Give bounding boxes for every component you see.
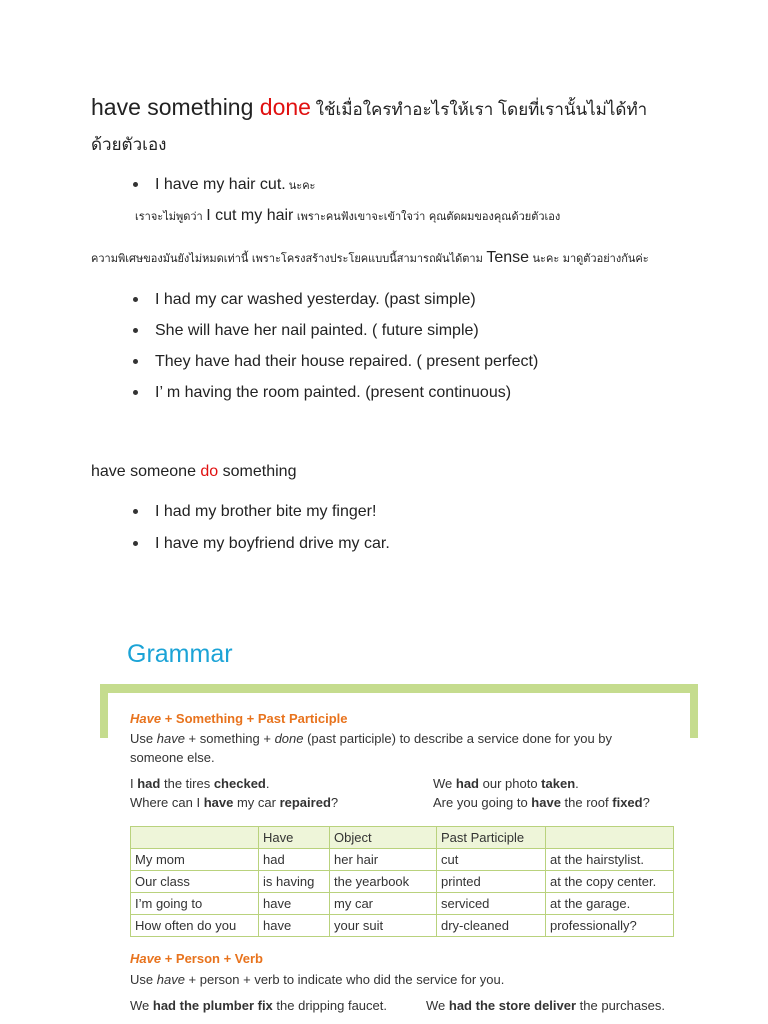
rule2-desc: Use (130, 972, 157, 987)
grammar-frame-top (100, 684, 698, 693)
title-thai-line2: ด้วยตัวเอง (91, 135, 167, 155)
table-cell: How often do you (131, 915, 259, 937)
bullet-icon (133, 390, 138, 395)
note-post: เพราะคนฟังเขาจะเข้าใจว่า คุณตัดผมของคุณด้วยตัวเอง (293, 210, 561, 223)
rule2-example (130, 998, 387, 1013)
rule2-heading (130, 951, 263, 966)
section2-highlight: do (200, 463, 219, 480)
ex-part: the roof (560, 795, 613, 810)
rule1-description-line2: someone else. (130, 750, 215, 765)
rule1-desc: + something + (184, 731, 275, 746)
title-prefix: have something (91, 94, 260, 120)
tense-example: I had my car washed yesterday. (past simple) (155, 291, 476, 308)
ex-part: had (137, 776, 161, 791)
table-header-cell (546, 827, 674, 849)
ex-part: We (433, 776, 456, 791)
grammar-table (130, 826, 674, 937)
ex-part: ? (330, 795, 339, 810)
ex-part: taken (541, 776, 576, 791)
table-cell: my car (330, 893, 437, 915)
title-highlight: done (259, 94, 311, 120)
ex-part: checked (213, 776, 266, 791)
table-cell: have (259, 893, 330, 915)
rule2-head-rest: + Person + Verb (161, 951, 263, 966)
rule1-desc: have (156, 731, 185, 746)
ex-part: I (130, 776, 138, 791)
table-cell: I’m going to (131, 893, 259, 915)
grammar-frame-right (690, 684, 698, 738)
title-thai-line1: ใช้เมื่อใครทำอะไรให้เรา โดยที่เรานั้นไม่ได้ทำ (310, 100, 648, 119)
ex-part: repaired (279, 795, 331, 810)
table-cell: have (259, 915, 330, 937)
bullet-icon (133, 297, 138, 302)
table-header-cell: Have (259, 827, 330, 849)
tense-note (91, 249, 649, 267)
rule1-desc: done (274, 731, 304, 746)
bullet-icon (133, 328, 138, 333)
rule1-example (130, 776, 270, 791)
rule1-head-have: Have (130, 711, 162, 726)
section2-suffix: something (218, 463, 297, 480)
rule1-description (130, 731, 612, 746)
ex-part: . (575, 776, 579, 791)
ex-part: Where can I (130, 795, 204, 810)
ex-part: We (426, 998, 449, 1013)
tense-note-post: นะคะ มาดูตัวอย่างกันค่ะ (529, 252, 649, 265)
table-cell: at the garage. (546, 893, 674, 915)
rule1-desc: Use (130, 731, 157, 746)
table-cell: cut (437, 849, 546, 871)
example1-text: I have my hair cut. (155, 176, 286, 193)
table-header-row (131, 827, 674, 849)
table-cell: the yearbook (330, 871, 437, 893)
example1-note (135, 207, 560, 225)
table-row (131, 915, 674, 937)
ex-part: have (531, 795, 561, 810)
ex-part: had the plumber fix (152, 998, 273, 1013)
tense-example: They have had their house repaired. ( present perfect) (155, 353, 539, 370)
bullet-icon (133, 182, 138, 187)
ex-part: the purchases. (576, 998, 665, 1013)
rule2-desc: have (156, 972, 185, 987)
tense-example: She will have her nail painted. ( future simple) (155, 322, 479, 339)
rule2-desc: + person + verb to indicate who did the service for you. (184, 972, 505, 987)
table-row (131, 871, 674, 893)
grammar-frame-left (100, 684, 108, 738)
table-header-cell (131, 827, 259, 849)
ex-part: my car (233, 795, 280, 810)
ex-part: fixed (612, 795, 643, 810)
table-cell: is having (259, 871, 330, 893)
example1-suffix: นะคะ (285, 180, 316, 192)
rule1-head-rest: + Something + Past Participle (161, 711, 348, 726)
bullet-icon (133, 509, 138, 514)
table-cell: at the hairstylist. (546, 849, 674, 871)
ex-part: We (130, 998, 153, 1013)
table-cell: your suit (330, 915, 437, 937)
table-header-cell: Object (330, 827, 437, 849)
ex-part: Are you going to (433, 795, 532, 810)
table-cell: dry-cleaned (437, 915, 546, 937)
bullet-icon (133, 359, 138, 364)
ex-part: had (455, 776, 480, 791)
section2-heading (91, 463, 296, 481)
tense-note-pre: ความพิเศษของมันยังไม่หมดเท่านี้ เพราะโครงสร้างประโยคแบบนี้สามารถผันได้ตาม (91, 252, 487, 265)
ex-part: the dripping faucet. (272, 998, 387, 1013)
rule1-example (130, 795, 338, 810)
rule1-example (433, 795, 650, 810)
tense-note-en: Tense (486, 249, 530, 266)
page-title (91, 94, 647, 123)
table-cell: had (259, 849, 330, 871)
note-pre: เราจะไม่พูดว่า (135, 210, 207, 223)
table-cell: My mom (131, 849, 259, 871)
table-row (131, 893, 674, 915)
table-cell: at the copy center. (546, 871, 674, 893)
table-cell: serviced (437, 893, 546, 915)
table-cell: her hair (330, 849, 437, 871)
ex-part: had the store deliver (448, 998, 577, 1013)
table-row (131, 849, 674, 871)
table-cell: Our class (131, 871, 259, 893)
rule1-desc: (past participle) to describe a service done for you by (303, 731, 613, 746)
tense-example: I’ m having the room painted. (present continuous) (155, 384, 512, 401)
rule2-head-have: Have (130, 951, 162, 966)
section2-prefix: have someone (91, 463, 201, 480)
ex-part: have (203, 795, 234, 810)
ex-part: the tires (160, 776, 214, 791)
table-header-cell: Past Participle (437, 827, 546, 849)
grammar-title: Grammar (127, 640, 233, 668)
ex-part: . (265, 776, 270, 791)
section2-example: I had my brother bite my finger! (155, 503, 377, 520)
table-cell: professionally? (546, 915, 674, 937)
rule1-example (433, 776, 579, 791)
ex-part: ? (642, 795, 650, 810)
section2-example: I have my boyfriend drive my car. (155, 535, 390, 552)
rule2-description (130, 972, 504, 987)
rule1-heading (130, 711, 347, 726)
rule2-example (426, 998, 665, 1013)
table-cell: printed (437, 871, 546, 893)
ex-part: our photo (479, 776, 542, 791)
bullet-icon (133, 541, 138, 546)
note-en: I cut my hair (206, 207, 294, 224)
